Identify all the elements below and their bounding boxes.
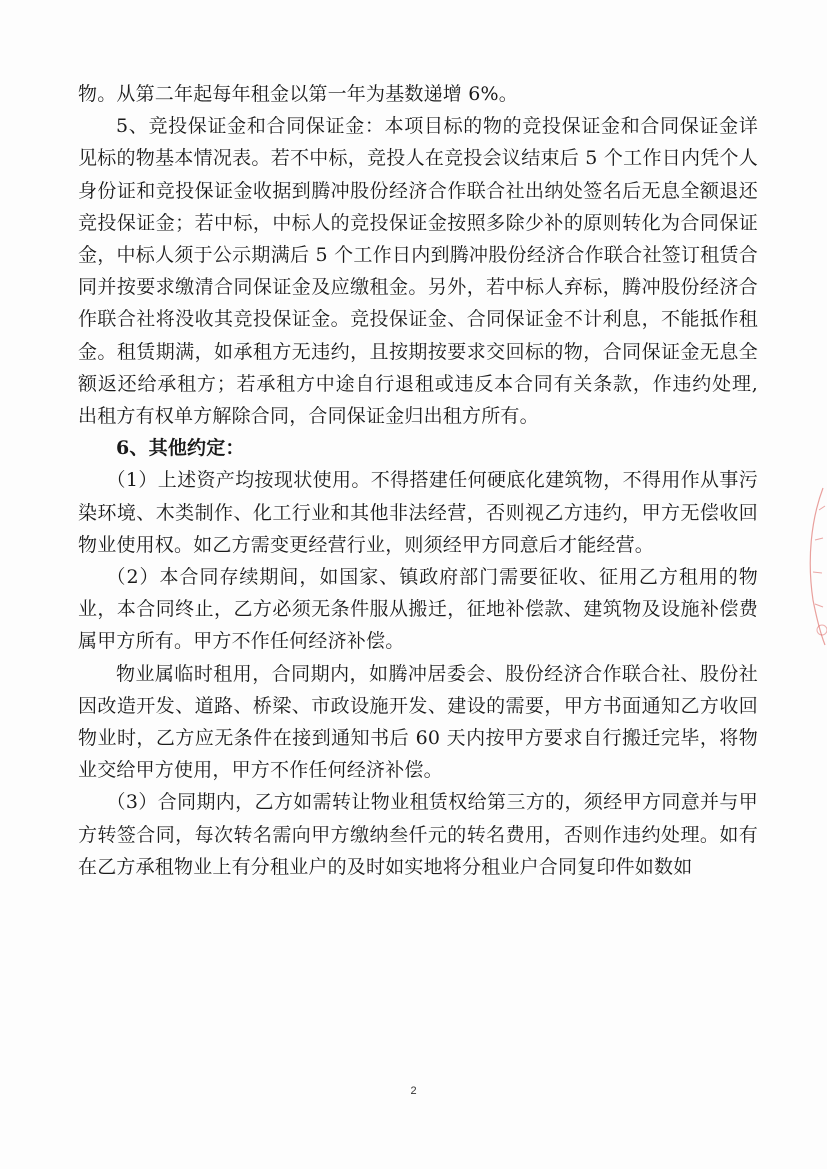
document-body bbox=[78, 78, 758, 883]
page-number: 2 bbox=[410, 1085, 417, 1097]
paragraph-clause-3: （3）合同期内，乙方如需转让物业租赁权给第三方的，须经甲方同意并与甲方转签合同，每次转名需向甲方缴纳叁仟元的转名费用，否则作违约处理。如有在乙方承租物业上有分租业户的及时如实地将分租业户合同复印件如数如 bbox=[78, 791, 758, 878]
stamp-edge-icon bbox=[793, 480, 827, 650]
paragraph-deposit-terms: 5、竞投保证金和合同保证金：本项目标的物的竞投保证金和合同保证金详见标的物基本情况表。若不中标，竞投人在竞投会议结束后 5 个工作日内凭个人身份证和竞投保证金收据到腾冲股份经济合作联合社出纳处签名后无息全额退还竞投保证金；若中标，中标人的竞投保证金按照多除少补的原则转化为合同保证金，中标人须于公示期满后 5 个工作日内到腾冲股份经济合作联合社签订租赁合同并按要求缴清合同保证金及应缴租金。另外，若中标人弃标，腾冲股份经济合作联合社将没收其竞投保证金。竞投保证金、合同保证金不计利息，不能抵作租金。租赁期满，如承租方无违约，且按期按要求交回标的物，合同保证金无息全额返还给承租方；若承租方中途自行退租或违反本合同有关条款，作违约处理, 出租方有权单方解除合同，合同保证金归出租方所有。 bbox=[78, 115, 758, 428]
paragraph-clause-2: （2）本合同存续期间，如国家、镇政府部门需要征收、征用乙方租用的物业，本合同终止，乙方必须无条件服从搬迁，征地补偿款、建筑物及设施补偿费属甲方所有。甲方不作任何经济补偿。 bbox=[78, 566, 758, 653]
paragraph-rent-increase: 物。从第二年起每年租金以第一年为基数递增 6%。 bbox=[78, 83, 518, 105]
section-heading-other-terms: 6、其他约定： bbox=[116, 437, 245, 460]
paragraph-clause-1: （1）上述资产均按现状使用。不得搭建任何硬底化建筑物，不得用作从事污染环境、木类制作、化工行业和其他非法经营，否则视乙方违约，甲方无偿收回物业使用权。如乙方需变更经营行业，则须经甲方同意后才能经营。 bbox=[78, 469, 758, 556]
paragraph-temporary-lease: 物业属临时租用，合同期内，如腾冲居委会、股份经济合作联合社、股份社因改造开发、道路、桥梁、市政设施开发、建设的需要，甲方书面通知乙方收回物业时，乙方应无条件在接到通知书后 60 天内按甲方要求自行搬迁完毕，将物业交给甲方使用，甲方不作任何经济补偿。 bbox=[78, 662, 758, 782]
